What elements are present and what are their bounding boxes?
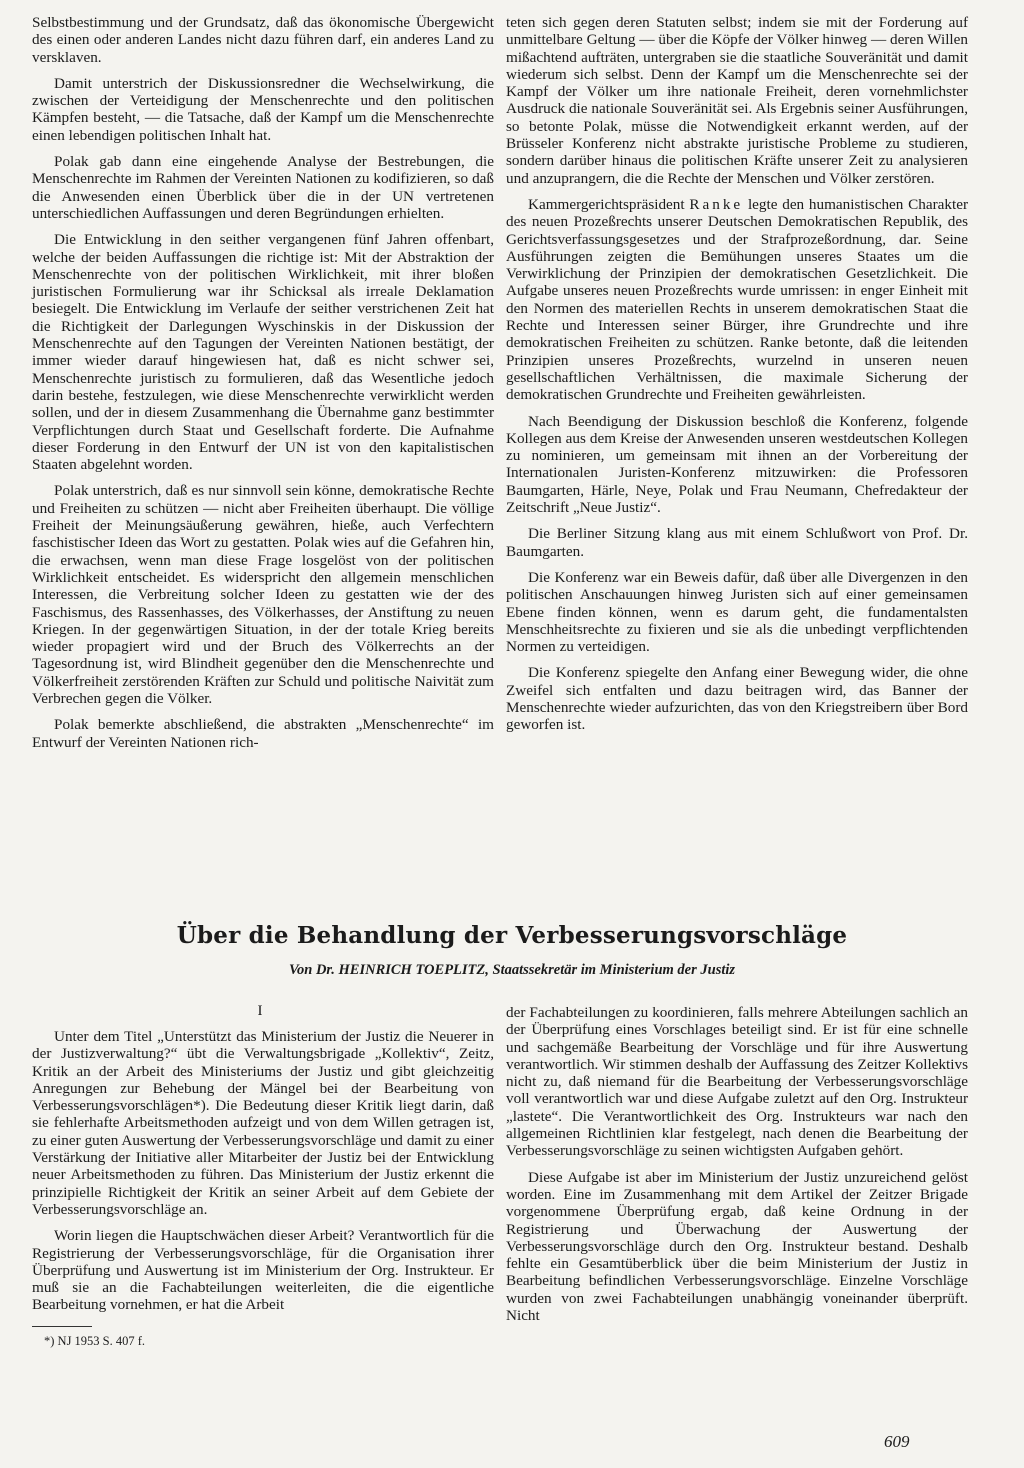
paragraph: Die Konferenz spiegelte den Anfang einer Bewegung wider, die ohne Zweifel sich entfalten und dazu beitragen wird, das Banner der Menschenrechte wieder aufzurichten, das von den Kriegstreibern über Bord geworfen ist. [506, 664, 968, 734]
paragraph: teten sich gegen deren Statuten selbst; indem sie mit der Forderung auf unmittelbare Geltung — über die Köpfe der Völker hinweg — deren Willen mißachtend aufträten, untergraben sie die staatliche Souveränität und damit wiederum sich selbst. Denn der Kampf um die Menschenrechte sei der Kampf der Völker um ihre nationale Freiheit, deren vornehmlichster Ausdruck die nationale Souveränität sei. Als Ergebnis seiner Ausführungen, so betonte Polak, müsse die Notwendigkeit erkannt werden, auf der Brüsseler Konferenz nicht abstrakte juristische Probleme zu studieren, sondern darüber hinaus die politischen Kräfte unserer Zeit zu analysieren und anzuprangern, die die Rechte der Menschen und Völker zerstören. [506, 14, 968, 187]
bottom-left-column [32, 1028, 494, 1323]
bottom-right-column [506, 1004, 968, 1333]
section-number: I [257, 1003, 263, 1019]
paragraph: Die Konferenz war ein Beweis dafür, daß über alle Divergenzen in den politischen Anschauungen hinweg Juristen sich auf einer gemeinsamen Ebene finden können, wenn es darum geht, die fundamentalsten Menschheitsrechte zu fixieren und sie als die unbedingt verpflichtenden Normen zu verteidigen. [506, 568, 968, 656]
footnote: *) NJ 1953 S. 407 f. [44, 1334, 146, 1348]
paragraph-ranke [506, 196, 968, 404]
paragraph: Selbstbestimmung und der Grundsatz, daß das ökonomische Übergewicht des einen oder anderen Landes nicht dazu führen darf, ein anderes Land zu versklaven. [32, 14, 494, 66]
paragraph: der Fachabteilungen zu koordinieren, falls mehrere Abteilungen sachlich an der Überprüfung eines Vorschlages beteiligt sind. Er ist für eine schnelle und sachgemäße Bearbeitung der Vorschläge und für ihre Auswertung verantwortlich. Wir stimmen deshalb der Auffassung des Zeitzer Kollektivs nicht zu, daß niemand für die Bearbeitung der Verbesserungsvorschläge voll verantwortlich war und diese Aufgabe zuletzt auf den Org. Instrukteur „lastete“. Die Verantwortlichkeit des Org. Instrukteurs war nach den allgemeinen Richtlinien klar festgelegt, nach denen die Bearbeitung der Verbesserungsvorschläge zu seinen wichtigsten Aufgaben gehört. [506, 1004, 968, 1160]
paragraph: Die Entwicklung in den seither vergangenen fünf Jahren offenbart, welche der beiden Auffassungen die richtige ist: Mit der Abstraktion der Menschenrechte von der politischen Wirklichkeit, mit ihrer bloßen juristischen Formulierung war ihr Schicksal als irreale Deklamation besiegelt. Die Entwicklung im Verlaufe der seither verstrichenen Zeit hat die Richtigkeit der Darlegungen Wyschinskis in der Diskussion der Menschenrechte auf den Tagungen der Vereinten Nationen bestätigt, der immer wieder darauf hingewiesen hat, daß es nicht schwer sei, Menschenrechte juristisch zu formulieren, daß das Wesentliche jedoch darin bestehe, festzulegen, wie diese Menschenrechte verwirklicht werden sollen, und der in diesem Zusammenhang die Übernahme ganz bestimmter Verpflichtungen durch Staat und Gesellschaft forderte. Die Aufnahme dieser Forderung in den Entwurf der UN ist von den kapitalistischen Staaten abgelehnt worden. [32, 231, 494, 474]
paragraph: Worin liegen die Hauptschwächen dieser Arbeit? Verantwortlich für die Registrierung der Verbesserungsvorschläge, für die Organisation ihrer Überprüfung und Auswertung ist im Ministerium der Org. Instrukteur. Er muß sie an die Fachabteilungen weiterleiten, die die eigentliche Bearbeitung vornehmen, er hat die Arbeit [32, 1227, 494, 1314]
paragraph: Polak unterstrich, daß es nur sinnvoll sein könne, demokratische Rechte und Freiheiten zu schützen — nicht aber Freiheiten überhaupt. Die völlige Freiheit der Meinungsäußerung gewähren, hieße, auch Verfechtern faschistischer Ideen das Wort zu gestatten. Polak wies auf die Gefahren hin, die erwachsen, wenn man diese Frage losgelöst von der politischen Wirklichkeit entscheidet. Es widerspricht den allgemein menschlichen Interessen, die Verbreitung solcher Ideen zu gestatten wie der des Faschismus, des Rassenhasses, des Völkerhasses, der Anstiftung zu neuen Kriegen. In der gegenwärtigen Situation, in der der totale Krieg bereits wieder propagiert wird und der Bruch des Völkerrechts an der Tagesordnung ist, wird Blindheit gegenüber den die Menschenrechte und Völkerfreiheit zerstörenden Kräften zur Schuld und politische Naivität zum Verbrechen gegen die Völker. [32, 482, 494, 707]
paragraph: Diese Aufgabe ist aber im Ministerium der Justiz unzureichend gelöst worden. Eine im Zusammenhang mit dem Artikel der Zeitzer Brigade vorgenommene Überprüfung ergab, daß keine Ordnung in der Registrierung und Überwachung der Auswertung der Verbesserungsvorschläge durch den Org. Instrukteur bestand. Deshalb fehlte ein Gesamtüberblick über die beim Ministerium der Justiz in Bearbeitung befindlichen Verbesserungsvorschläge. Einzelne Vorschläge wurden von zwei Fachabteilungen unabhängig voneinander überprüft. Nicht [506, 1168, 968, 1325]
paragraph: Die Berliner Sitzung klang aus mit einem Schlußwort von Prof. Dr. Baumgarten. [506, 525, 968, 560]
paragraph-lead: Kammergerichtspräsident [528, 195, 685, 213]
article-byline: Von Dr. HEINRICH TOEPLITZ, Staatssekretär im Ministerium der Justiz [288, 962, 736, 978]
footnote-divider [32, 1326, 92, 1327]
paragraph-rest: legte den humanistischen Charakter des neuen Prozeßrechts unserer Deutschen Demokratischen Republik, des Gerichtsverfassungsgesetzes und der Strafprozeßordnung, dar. Seine Ausführungen zeigten die Bemühungen unseres Staates um die Verwirklichung der Prinzipien der demokratischen Gesetzlichkeit. Die Aufgabe unseres neuen Prozeßrechts wurde umrissen: in enger Einheit mit den Normen des materiellen Rechts in unserem demokratischen Staat die Rechte und Interessen seiner Bürger, ihre Grundrechte und ihre demokratischen Freiheiten zu schützen. Ranke betonte, daß die leitenden Prinzipien unseres Prozeßrechts, wurzelnd in unseren neuen gesellschaftlichen Verhältnissen, die maximale Sicherung der demokratischen Grundrechte und Freiheiten gewährleisten. [506, 195, 969, 404]
article-title: Über die Behandlung der Verbesserungsvorschläge [176, 922, 848, 949]
paragraph: Unter dem Titel „Unterstützt das Ministerium der Justiz die Neuerer in der Justizverwaltung?“ übt die Verwaltungsbrigade „Kollektiv“, Zeitz, Kritik an der Arbeit des Ministeriums der Justiz und gibt gleichzeitig Anregungen zur Behebung der Mängel bei der Bearbeitung von Verbesserungsvorschlägen*). Die Bedeutung dieser Kritik liegt darin, daß sie fehlerhafte Arbeitsmethoden aufzeigt und von dem Willen getragen ist, zu einer guten Auswertung der Verbesserungsvorschläge und damit zu einer Verstärkung der Initiative aller Mitarbeiter der Justiz bei der Entwicklung neuer Arbeitsmethoden zu führen. Das Ministerium der Justiz erkennt die prinzipielle Richtigkeit der Kritik an seiner Arbeit auf dem Gebiete der Verbesserungsvorschläge an. [32, 1028, 494, 1218]
paragraph: Polak bemerkte abschließend, die abstrakten „Menschenrechte“ im Entwurf der Vereinten Nationen rich- [32, 716, 494, 751]
paragraph: Nach Beendigung der Diskussion beschloß die Konferenz, folgende Kollegen aus dem Kreise der Anwesenden unseren westdeutschen Kollegen zu nominieren, um gemeinsam mit ihnen an der Vorbereitung der Internationalen Juristen-Konferenz mitzuwirken: die Professoren Baumgarten, Härle, Neye, Polak und Frau Neumann, Chefredakteur der Zeitschrift „Neue Justiz“. [506, 412, 968, 517]
top-right-column [506, 14, 968, 743]
spaced-name: Ranke [689, 195, 744, 213]
paragraph: Polak gab dann eine eingehende Analyse der Bestrebungen, die Menschenrechte im Rahmen der Vereinten Nationen zu kodifizieren, so daß die Anwesenden einen Überblick über die in der UN vertretenen unterschiedlichen Auffassungen und deren Begründungen erhielten. [32, 153, 494, 222]
paragraph: Damit unterstrich der Diskussionsredner die Wechselwirkung, die zwischen der Verteidigung der Menschenrechte und den politischen Kämpfen besteht, — die Tatsache, daß der Kampf um die Menschenrechte einen lebendigen politischen Inhalt hat. [32, 74, 494, 144]
top-left-column [32, 14, 494, 760]
page-number: 609 [884, 1432, 910, 1451]
